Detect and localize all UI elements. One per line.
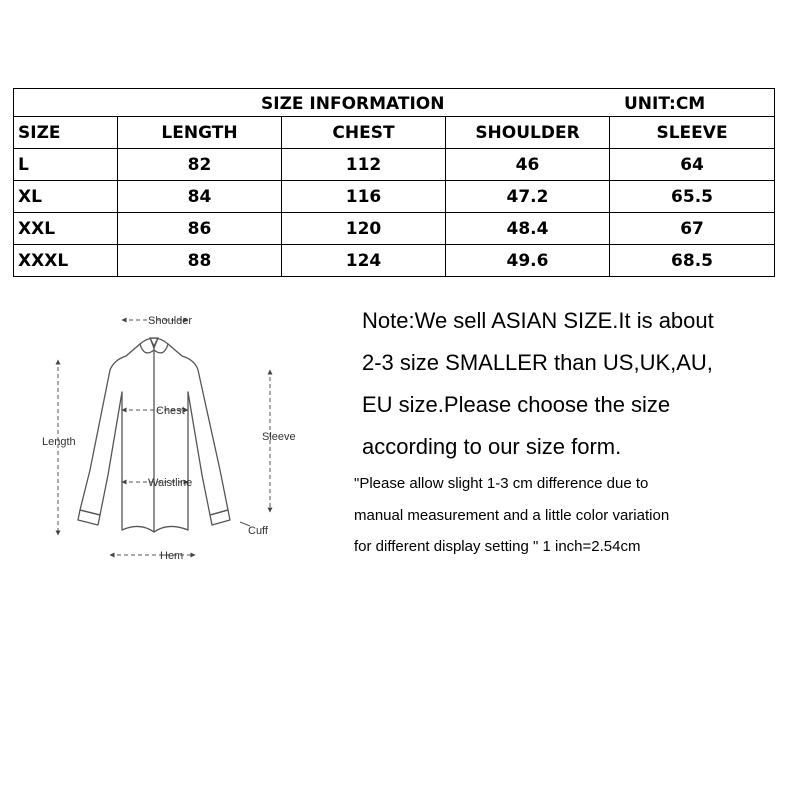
jacket-diagram (30, 300, 320, 575)
label-waistline: Waistline (148, 477, 193, 489)
cell-shoulder: 47.2 (446, 181, 610, 213)
label-sleeve: Sleeve (262, 431, 296, 443)
note-line: EU size.Please choose the size (362, 392, 671, 417)
table-title: SIZE INFORMATION (261, 94, 445, 114)
note-line: 2-3 size SMALLER than US,UK,AU, (362, 350, 713, 375)
cell-sleeve: 64 (610, 149, 775, 181)
cell-sleeve: 67 (610, 213, 775, 245)
table-row (14, 213, 775, 245)
measurement-note-line: "Please allow slight 1-3 cm difference due to (354, 475, 649, 492)
cell-chest: 116 (282, 181, 446, 213)
measure-lines (58, 320, 270, 555)
cell-chest: 120 (282, 213, 446, 245)
jacket-diagram-svg (30, 300, 320, 575)
cell-length: 86 (118, 213, 282, 245)
measurement-note-line: for different display setting " 1 inch=2.54cm (354, 538, 641, 555)
cell-size: L (14, 149, 118, 181)
table-row (14, 149, 775, 181)
note-line: Note:We sell ASIAN SIZE.It is about (362, 308, 714, 333)
jacket-outline (78, 338, 230, 532)
cell-shoulder: 46 (446, 149, 610, 181)
label-length: Length (42, 436, 76, 448)
table-unit: UNIT:CM (624, 94, 706, 114)
cell-length: 84 (118, 181, 282, 213)
label-shoulder: Shoulder (148, 315, 193, 327)
table-row (14, 181, 775, 213)
label-cuff: Cuff (248, 525, 268, 537)
note-line: according to our size form. (362, 434, 622, 459)
measurement-note (354, 468, 794, 563)
size-note (362, 300, 782, 468)
measurement-note-line: manual measurement and a little color variation (354, 506, 670, 524)
label-hem: Hem (160, 550, 184, 562)
cell-sleeve: 65.5 (610, 181, 775, 213)
header-length: LENGTH (118, 117, 282, 149)
label-chest: Chest (156, 405, 185, 417)
cell-length: 82 (118, 149, 282, 181)
cell-size: XXL (14, 213, 118, 245)
cell-shoulder: 49.6 (446, 245, 610, 277)
cell-length: 88 (118, 245, 282, 277)
table-title-cell (14, 89, 775, 117)
header-sleeve: SLEEVE (610, 117, 775, 149)
table-header-row (14, 117, 775, 149)
cell-size: XL (14, 181, 118, 213)
header-shoulder: SHOULDER (446, 117, 610, 149)
cell-shoulder: 48.4 (446, 213, 610, 245)
cell-chest: 112 (282, 149, 446, 181)
cell-size: XXXL (14, 245, 118, 277)
cell-sleeve: 68.5 (610, 245, 775, 277)
header-chest: CHEST (282, 117, 446, 149)
header-size: SIZE (14, 117, 118, 149)
size-table (13, 88, 775, 277)
table-row (14, 245, 775, 277)
table-title-row (14, 89, 775, 117)
cell-chest: 124 (282, 245, 446, 277)
